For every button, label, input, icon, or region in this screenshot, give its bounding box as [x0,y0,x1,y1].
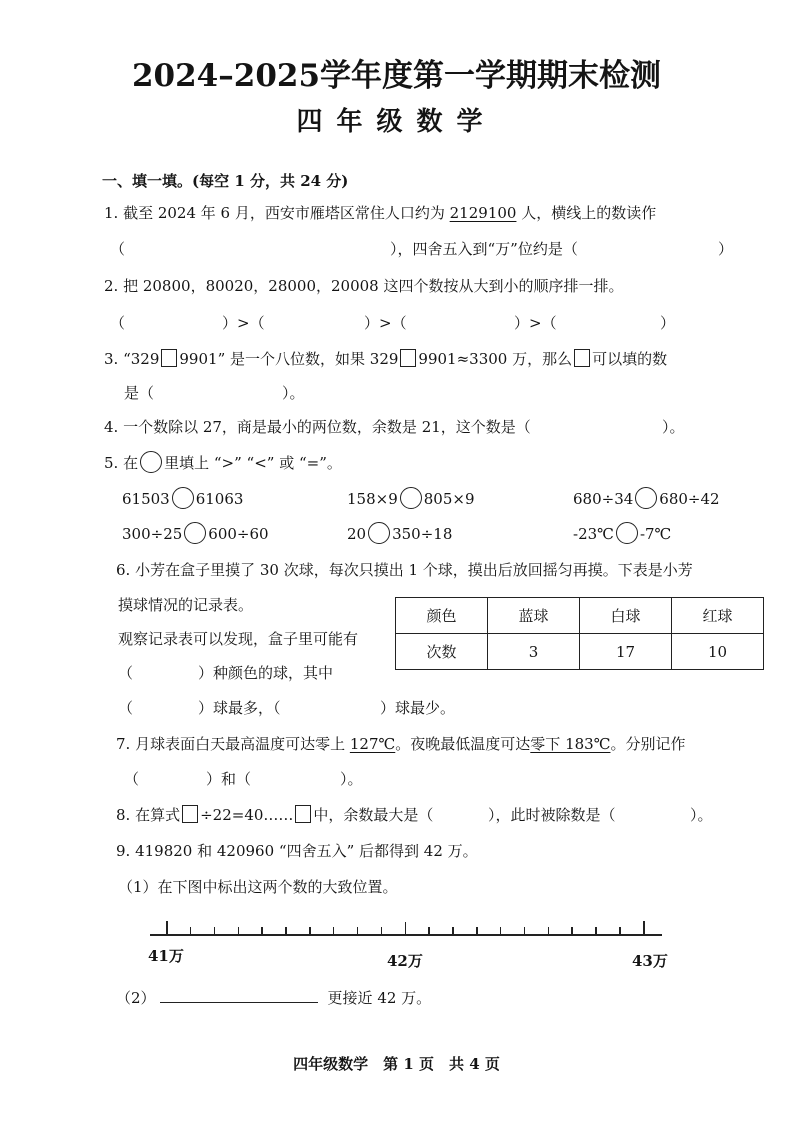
q5-right: 61063 [195,490,244,508]
q7-blank-2-open[interactable]: ）和（ [206,770,252,788]
q8-box-dividend[interactable] [182,805,198,823]
number-line-minor-tick [428,927,430,935]
q3-part-d: 可以填的数 [592,350,668,368]
number-line-minor-tick [333,927,335,935]
q5-circle[interactable] [616,522,638,544]
q2-blank-4[interactable]: ）>（ [514,314,557,332]
q6-blank-2-text[interactable]: ）球最多，（ [198,699,281,717]
q5-right: 600÷60 [208,525,269,543]
q2-blank-3[interactable]: ）>（ [364,314,407,332]
number-line-minor-tick [214,927,216,935]
record-table [395,597,764,670]
q7-part-a: 7. 月球表面白天最高温度可达零上 [116,735,350,753]
q5-left: 680÷34 [573,490,634,508]
question-2-line-1: 2. 把 20800，80020，28000，20008 这四个数按从大到小的顺序排一排。 [104,277,624,295]
number-line-minor-tick [357,927,359,935]
q8-blank-close: ）。 [690,806,713,824]
q5-circle-example [140,451,162,473]
q5-item-1 [122,487,243,509]
table-row [396,634,764,670]
q9-sub-2 [116,987,431,1008]
q1-blank-mid[interactable]: ），四舍五入到“万”位约是（ [390,240,578,258]
question-5-instruction [104,451,342,473]
q4-blank-close: ）。 [662,418,685,436]
question-7-line-1 [116,733,686,754]
number-line-tick [643,921,645,935]
q3-part-b: 9901” 是一个八位数，如果 329 [179,350,399,368]
page-footer: 四年级数学 第 1 页 共 4 页 [293,1055,500,1073]
q3-blank-open[interactable]: 是（ [124,384,155,402]
q3-part-c: 9901≈3300 万，那么 [418,350,573,368]
question-1-line-1 [104,202,656,223]
exam-title: 2024–2025学年度第一学期期末检测 [131,58,662,94]
q2-blank-2[interactable]: ）>（ [222,314,265,332]
q5-item-6 [573,522,671,544]
q5-right: 680÷42 [659,490,720,508]
q5-post: 里填上 “>” “<” 或 “=”。 [164,454,342,472]
q3-box-3[interactable] [574,349,590,367]
q5-right: -7℃ [639,525,672,543]
question-6-line-1: 6. 小芳在盒子里摸了 30 次球，每次只摸出 1 个球，摸出后放回摇匀再摸。下表是小芳 [116,561,693,579]
number-line-minor-tick [285,927,287,935]
table-cell: 3 [488,634,580,670]
q1-number: 2129100 [449,204,517,222]
q5-circle[interactable] [172,487,194,509]
q1-text-post: 人，横线上的数读作 [516,204,657,222]
q5-left: 158×9 [347,490,398,508]
q5-right: 350÷18 [392,525,453,543]
number-line-label-42: 42万 [387,952,423,970]
q6-blank-1-open[interactable]: （ [118,664,134,682]
table-header-cell: 红球 [672,598,764,634]
number-line-minor-tick [476,927,478,935]
q7-blank-close: ）。 [340,770,363,788]
q8-mid: ÷22=40…… [200,806,294,824]
q1-blank-open[interactable]: （ [110,240,126,258]
q5-left: -23℃ [573,525,614,543]
q8-box-remainder[interactable] [295,805,311,823]
number-line-minor-tick [381,927,383,935]
q5-pre: 5. 在 [104,454,139,472]
q7-temp-high: 127℃ [349,735,396,753]
question-6-line-3: 观察记录表可以发现，盒子里可能有 [118,630,359,648]
number-line-minor-tick [524,927,526,935]
number-line-minor-tick [595,927,597,935]
number-line-minor-tick [238,927,240,935]
number-line-minor-tick [548,927,550,935]
q5-left: 20 [347,525,367,543]
question-6-line-2: 摸球情况的记录表。 [118,596,254,614]
q3-blank-close: ）。 [282,384,305,402]
number-line-minor-tick [500,927,502,935]
number-line[interactable] [150,934,662,936]
q5-left: 300÷25 [122,525,183,543]
table-header-row [396,598,764,634]
section-heading: 一、填一填。(每空 1 分，共 24 分) [102,172,349,190]
q7-temp-low: 零下 183℃ [530,735,611,753]
q5-item-4 [122,522,269,544]
number-line-minor-tick [261,927,263,935]
q5-circle[interactable] [400,487,422,509]
q5-item-5 [347,522,452,544]
number-line-minor-tick [309,927,311,935]
q5-left: 61503 [122,490,170,508]
q9-sub-1: （1）在下图中标出这两个数的大致位置。 [118,878,398,896]
q8-blank-2[interactable]: ），此时被除数是（ [488,806,616,824]
table-cell: 10 [672,634,764,670]
q1-blank-close: ） [718,240,734,258]
q3-box-1[interactable] [161,349,177,367]
q5-circle[interactable] [368,522,390,544]
q8-post: 中，余数最大是（ [313,806,434,824]
q5-circle[interactable] [635,487,657,509]
exam-subtitle: 四年级数学 [296,107,497,137]
q3-box-2[interactable] [400,349,416,367]
number-line-minor-tick [452,927,454,935]
q6-blank-3-text: ）球最少。 [380,699,456,717]
question-4: 4. 一个数除以 27，商是最小的两位数，余数是 21，这个数是（ [104,418,531,436]
number-line-minor-tick [619,927,621,935]
number-line-minor-tick [571,927,573,935]
question-3-line-1 [104,348,667,369]
q5-right: 805×9 [423,490,475,508]
q9-sub2-label: （2） [116,989,156,1007]
question-8 [116,804,433,825]
q9-sub2-text: 更接近 42 万。 [327,989,432,1007]
q9-answer-line[interactable] [160,1002,318,1003]
q7-part-c: 。分别记作 [610,735,686,753]
q6-blank-2-open[interactable]: （ [118,699,134,717]
q3-part-a: 3. “329 [104,350,160,368]
number-line-minor-tick [405,922,407,935]
q1-text-pre: 1. 截至 2024 年 6 月，西安市雁塔区常住人口约为 [104,204,450,222]
number-line-label-43: 43万 [632,952,668,970]
table-header-cell: 颜色 [396,598,488,634]
table-row-label: 次数 [396,634,488,670]
q2-blank-1[interactable]: （ [110,314,126,332]
q6-blank-1-text: ）种颜色的球，其中 [198,664,334,682]
q5-item-2 [347,487,475,509]
q8-pre: 8. 在算式 [116,806,181,824]
q7-blank-1-open[interactable]: （ [124,770,140,788]
q2-blank-5: ） [660,314,676,332]
table-cell: 17 [580,634,672,670]
table-header-cell: 白球 [580,598,672,634]
q5-circle[interactable] [184,522,206,544]
number-line-label-41: 41万 [148,947,184,965]
q5-item-3 [573,487,720,509]
question-9-line-1: 9. 419820 和 420960 “四舍五入” 后都得到 42 万。 [116,842,478,860]
number-line-tick [166,921,168,935]
table-header-cell: 蓝球 [488,598,580,634]
number-line-minor-tick [190,927,192,935]
q7-part-b: 。夜晚最低温度可达 [395,735,531,753]
